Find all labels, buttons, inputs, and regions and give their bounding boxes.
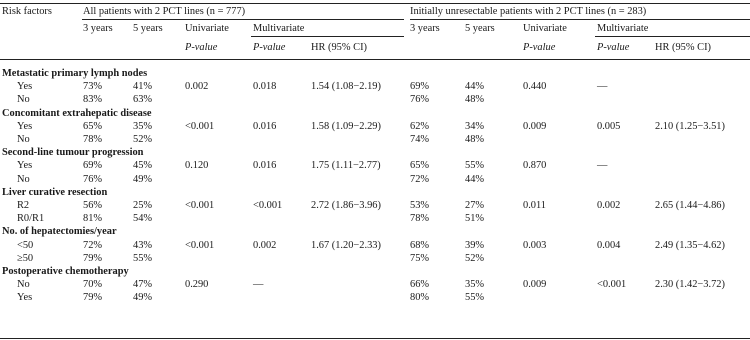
- header-group-all: All patients with 2 PCT lines (n = 777): [83, 6, 246, 17]
- cell-3y-unres: 68%: [410, 239, 430, 251]
- cell-3y-all: 83%: [83, 94, 103, 106]
- header-3-years-all: 3 years: [83, 23, 113, 34]
- cell-5y-all: 63%: [133, 94, 153, 106]
- header-multivariate-all: Multivariate: [253, 23, 305, 34]
- cell-p-uni-all: 0.290: [185, 279, 209, 291]
- cell-5y-all: 54%: [133, 213, 153, 225]
- cell-p-multi-all: 0.018: [253, 81, 277, 93]
- section-heading: Concomitant extrahepatic disease: [2, 107, 152, 119]
- cell-3y-unres: 72%: [410, 173, 430, 185]
- cell-5y-all: 35%: [133, 120, 153, 132]
- cell-hr-all: 1.67 (1.20−2.33): [311, 239, 381, 251]
- cell-5y-unres: 44%: [465, 81, 485, 93]
- cell-5y-unres: 39%: [465, 239, 485, 251]
- cell-p-multi-unres: —: [597, 81, 608, 93]
- cell-p-uni-unres: 0.011: [523, 200, 546, 211]
- cell-p-uni-all: <0.001: [185, 120, 215, 132]
- cell-5y-all: 45%: [133, 160, 153, 172]
- cell-5y-unres: 55%: [465, 292, 485, 304]
- top-rule: [0, 3, 750, 4]
- cell-hr-unres: 2.49 (1.35−4.62): [655, 239, 725, 251]
- cell-p-multi-unres: 0.004: [597, 239, 621, 251]
- header-univariate-unres: Univariate: [523, 23, 567, 34]
- cell-p-multi-all: 0.016: [253, 120, 277, 132]
- cell-5y-all: 41%: [133, 81, 153, 93]
- cell-p-multi-all: <0.001: [253, 200, 283, 211]
- header-p-value-uni-unres: P-value: [523, 42, 556, 53]
- cell-5y-unres: 48%: [465, 94, 485, 106]
- cell-5y-unres: 27%: [465, 200, 485, 211]
- cell-hr-unres: 2.10 (1.25−3.51): [655, 120, 725, 132]
- cell-p-multi-unres: 0.005: [597, 120, 621, 132]
- cell-p-uni-all: 0.120: [185, 160, 209, 172]
- cell-p-uni-all: <0.001: [185, 239, 215, 251]
- cell-hr-unres: 2.30 (1.42−3.72): [655, 279, 725, 291]
- cell-5y-all: 47%: [133, 279, 153, 291]
- cell-hr-unres: 2.65 (1.44−4.86): [655, 200, 725, 211]
- header-3-years-unres: 3 years: [410, 23, 440, 34]
- section-heading: Second-line tumour progression: [2, 147, 144, 159]
- cell-p-multi-unres: 0.002: [597, 200, 621, 211]
- cell-5y-unres: 55%: [465, 160, 485, 172]
- section-heading: Metastatic primary lymph nodes: [2, 68, 148, 79]
- row-label: Yes: [17, 160, 33, 172]
- bottom-rule: [0, 338, 750, 339]
- row-label: No: [17, 134, 30, 145]
- row-label: Yes: [17, 81, 33, 93]
- cell-3y-unres: 53%: [410, 200, 430, 211]
- cell-3y-unres: 65%: [410, 160, 430, 172]
- header-risk-factors: Risk factors: [2, 6, 52, 17]
- cell-p-multi-all: 0.002: [253, 239, 277, 251]
- cell-3y-all: 81%: [83, 213, 103, 225]
- cell-3y-all: 73%: [83, 81, 103, 93]
- cell-5y-all: 49%: [133, 173, 153, 185]
- cell-3y-all: 76%: [83, 173, 103, 185]
- row-label: No: [17, 279, 30, 291]
- cell-p-uni-unres: 0.003: [523, 239, 547, 251]
- cell-p-uni-unres: 0.870: [523, 160, 547, 172]
- header-group-unresectable: Initially unresectable patients with 2 PCT lines (n = 283): [410, 6, 647, 17]
- cell-hr-all: 1.58 (1.09−2.29): [311, 120, 381, 132]
- cell-p-multi-all: —: [253, 279, 264, 291]
- row-label: Yes: [17, 292, 33, 304]
- header-hr-all: HR (95% CI): [311, 42, 367, 53]
- multivariate-unres-rule: [595, 36, 750, 37]
- group-all-rule: [82, 19, 404, 20]
- cell-p-uni-all: <0.001: [185, 200, 215, 211]
- cell-3y-all: 72%: [83, 239, 103, 251]
- cell-3y-unres: 75%: [410, 252, 430, 264]
- cell-p-multi-all: 0.016: [253, 160, 277, 172]
- header-hr-unres: HR (95% CI): [655, 42, 711, 53]
- cell-5y-unres: 35%: [465, 279, 485, 291]
- cell-5y-unres: 44%: [465, 173, 485, 185]
- cell-hr-all: 1.75 (1.11−2.77): [311, 160, 381, 172]
- cell-3y-all: 70%: [83, 279, 103, 291]
- cell-3y-all: 78%: [83, 134, 103, 145]
- cell-3y-unres: 62%: [410, 120, 430, 132]
- cell-5y-all: 55%: [133, 252, 153, 264]
- header-p-value-multi-all: P-value: [253, 42, 286, 53]
- row-label: R2: [17, 200, 30, 211]
- cell-3y-unres: 74%: [410, 134, 430, 145]
- header-univariate-all: Univariate: [185, 23, 229, 34]
- header-p-value-uni-all: P-value: [185, 42, 218, 53]
- group-unres-rule: [410, 19, 750, 20]
- section-heading: Liver curative resection: [2, 186, 108, 198]
- row-label: R0/R1: [17, 213, 45, 225]
- cell-3y-all: 79%: [83, 292, 103, 304]
- cell-5y-unres: 51%: [465, 213, 485, 225]
- cell-5y-unres: 34%: [465, 120, 485, 132]
- row-label: No: [17, 173, 30, 185]
- cell-5y-all: 52%: [133, 134, 153, 145]
- cell-hr-all: 2.72 (1.86−3.96): [311, 200, 381, 211]
- cell-5y-all: 49%: [133, 292, 153, 304]
- cell-p-uni-unres: 0.440: [523, 81, 547, 93]
- cell-3y-all: 65%: [83, 120, 103, 132]
- cell-hr-all: 1.54 (1.08−2.19): [311, 81, 381, 93]
- cell-5y-all: 25%: [133, 200, 153, 211]
- cell-3y-all: 79%: [83, 252, 103, 264]
- section-heading: Postoperative chemotherapy: [2, 266, 129, 277]
- cell-5y-unres: 48%: [465, 134, 485, 145]
- cell-p-multi-unres: —: [597, 160, 608, 172]
- row-label: <50: [17, 239, 34, 251]
- section-heading: No. of hepatectomies/year: [2, 226, 117, 238]
- header-5-years-unres: 5 years: [465, 23, 495, 34]
- cell-3y-unres: 66%: [410, 279, 430, 291]
- cell-3y-unres: 69%: [410, 81, 430, 93]
- row-label: No: [17, 94, 30, 106]
- cell-3y-all: 56%: [83, 200, 103, 211]
- cell-3y-unres: 76%: [410, 94, 430, 106]
- cell-3y-unres: 80%: [410, 292, 430, 304]
- cell-3y-unres: 78%: [410, 213, 430, 225]
- cell-p-uni-unres: 0.009: [523, 279, 547, 291]
- header-p-value-multi-unres: P-value: [597, 42, 630, 53]
- header-multivariate-unres: Multivariate: [597, 23, 649, 34]
- header-bottom-rule: [0, 59, 750, 60]
- row-label: ≥50: [17, 252, 34, 264]
- multivariate-all-rule: [251, 36, 404, 37]
- cell-5y-unres: 52%: [465, 252, 485, 264]
- cell-5y-all: 43%: [133, 239, 153, 251]
- header-5-years-all: 5 years: [133, 23, 163, 34]
- cell-p-uni-unres: 0.009: [523, 120, 547, 132]
- cell-3y-all: 69%: [83, 160, 103, 172]
- row-label: Yes: [17, 120, 33, 132]
- cell-p-multi-unres: <0.001: [597, 279, 627, 291]
- cell-p-uni-all: 0.002: [185, 81, 209, 93]
